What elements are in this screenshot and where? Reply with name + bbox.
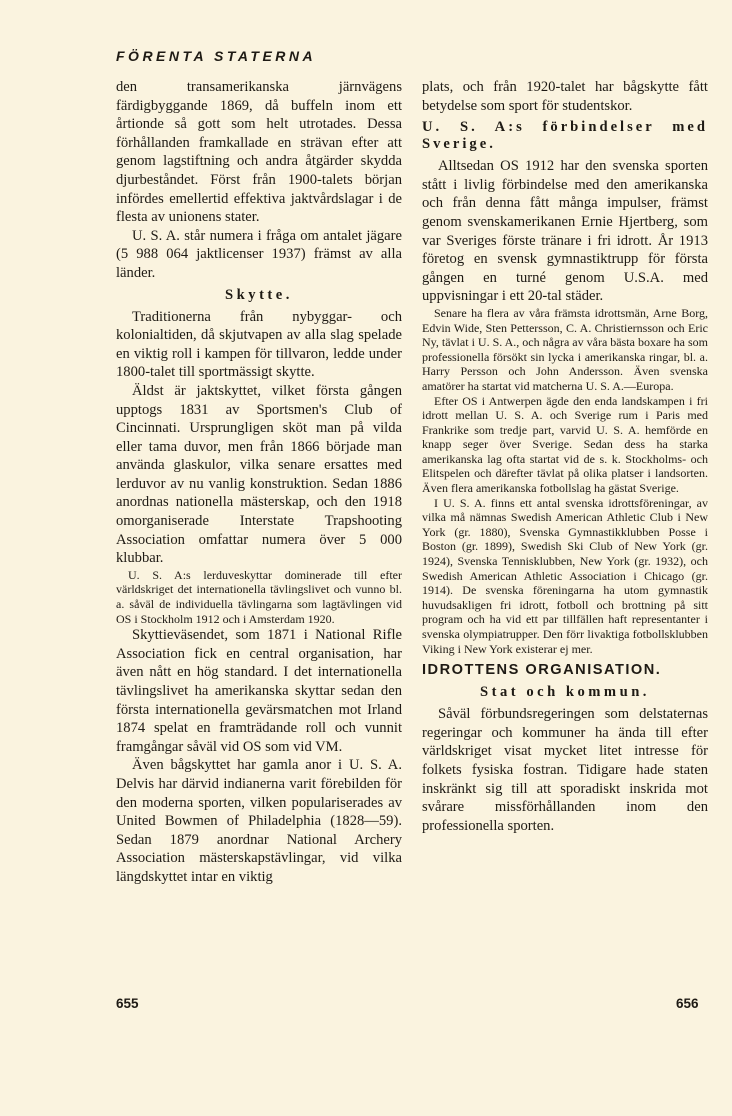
subheading-skytte: Skytte. (225, 286, 293, 303)
section-heading-organisation: IDROTTENS ORGANISATION. (422, 662, 662, 679)
running-head: FÖRENTA STATERNA (116, 48, 317, 64)
small-paragraph: Senare ha flera av våra främsta idrottsmän, Arne Borg, Edvin Wide, Sten Pettersson, C. A. Christiernsson och Eric Ny, tävlat i U. S. A., och några av våra bästa boxare ha som professionella försökt sin lycka i amerikanska ringar, bl. a. Harry Persson och John Andersson. Även svenska amatörer ha startat vid matcherna U. S. A.—Europa. (422, 305, 708, 393)
left-column (116, 78, 402, 887)
paragraph: den transamerikanska järnvägens färdigbyggande 1869, då buffeln inom ett årtionde så gott som helt utrotades. Dessa förhållanden framkallade en strävan efter att genom lagstiftning och andra åtgärder skydda djurbeståndet. Först från 1900-talets början infördes emellertid effektiva jaktvårdslagar i de flesta av unionens stater. (116, 79, 402, 226)
paragraph: Alltsedan OS 1912 har den svenska sporten stått i livlig förbindelse med den amerikanska och från denna fått många impulser, främst genom svenskamerikanen Ernie Hjertberg, som var Sveriges förste tränare i fri idrott. År 1913 företog en svensk gymnastiktrupp för första gången en turné genom U.S.A. med uppvisningar i ett 20-tal städer. (422, 158, 708, 305)
paragraph: Skyttieväsendet, som 1871 i National Rifle Association fick en central organisation, har även nått en hög standard. I det internationella tävlingslivet ha amerikanska skyttar sedan den första internationella gevärsmatchen mot Irland 1874 spelat en framträdande roll och vunnit framgångar såväl vid OS som vid VM. (116, 627, 402, 755)
paragraph: Även bågskyttet har gamla anor i U. S. A. Delvis har därvid indianerna varit förebilden för den moderna sporten, vilken populariserades av United Bowmen of Philadelphia (1828—59). Sedan 1879 anordnar National Archery Association mästerskapstävlingar, vid vilka längdskyttet intar en viktig (116, 757, 402, 885)
paragraph: U. S. A. står numera i fråga om antalet jägare (5 988 064 jaktlicenser 1937) främst av alla länder. (116, 227, 402, 281)
subheading-stat-och-kommun: Stat och kommun. (480, 684, 650, 701)
small-paragraph: I U. S. A. finns ett antal svenska idrottsföreningar, av vilka må nämnas Swedish American Athletic Club i New York (gr. 1880), Svenska Gymnastikklubben Posse i Boston (gr. 1899), Swedish Ski Club of New York (gr. 1924), Svenska Tennisklubben, New York (gr. 1932), och Swedish American Athletic Association i Chicago (gr. 1914). De svenska föreningarna ha utom gymnastik huvudsakligen fri idrott, fotboll och brottning på sitt program och ha vid ett par tillfällen haft representanter i svenska olympiatrupper. Den förr livaktiga fotbollsklubben Viking i New York existerar ej mer. (422, 495, 708, 656)
small-paragraph: Efter OS i Antwerpen ägde den enda landskampen i fri idrott mellan U. S. A. och Sverige rum i Paris med Frankrike som tredje part, varvid U. S. A. hemförde en knapp seger över Sverige. Sedan dess ha starka amerikanska lag ofta startat vid de s. k. Stockholms- och Elitspelen och därefter tävlat på olika platser i landsorten. Även flera amerikanska fotbollslag ha gästat Sverige. (422, 393, 708, 496)
small-paragraph: U. S. A:s lerduveskyttar dominerade till efter världskriget det internationella tävlingslivet och vunno bl. a. såväl de individuella tävlingarna som lagtävlingen vid OS i Stockholm 1912 och i Amsterdam 1920. (116, 567, 402, 626)
paragraph: plats, och från 1920-talet har bågskytte fått betydelse som sport för studentskor. (422, 79, 708, 114)
right-column (422, 78, 708, 835)
page-number-left: 655 (116, 996, 139, 1011)
page-number-right: 656 (676, 996, 699, 1011)
subheading-forbindelser: U. S. A:s förbindelser med Sverige. (422, 119, 708, 153)
paragraph: Traditionerna från nybyggar- och kolonialtiden, då skjutvapen av alla slag spelade en viktig roll i kampen för tillvaron, ledde under 1800-talet till sportmässigt skytte. (116, 308, 402, 381)
paragraph: Äldst är jaktskyttet, vilket första gången upptogs 1831 av Sportsmen's Club of Cincinnati. Ursprungligen sköt man på vilda eller tama duvor, men från 1866 började man använda glaskulor, vilka senare ersattes med lerduvor av nu vanlig konstruktion. Sedan 1886 anordnas nationella mästerskap, och den 1918 omorganiserade Interstate Trapshooting Association omfattar numera över 5 000 klubbar. (116, 382, 402, 567)
paragraph: Såväl förbundsregeringen som delstaternas regeringar och kommuner ha ända till efter världskriget visat mycket litet intresse för folkets fysiska fostran. Tidigare hade staten inskränkt sig till att sporadiskt inskrida mot svårare missförhållanden inom den professionella sporten. (422, 706, 708, 834)
